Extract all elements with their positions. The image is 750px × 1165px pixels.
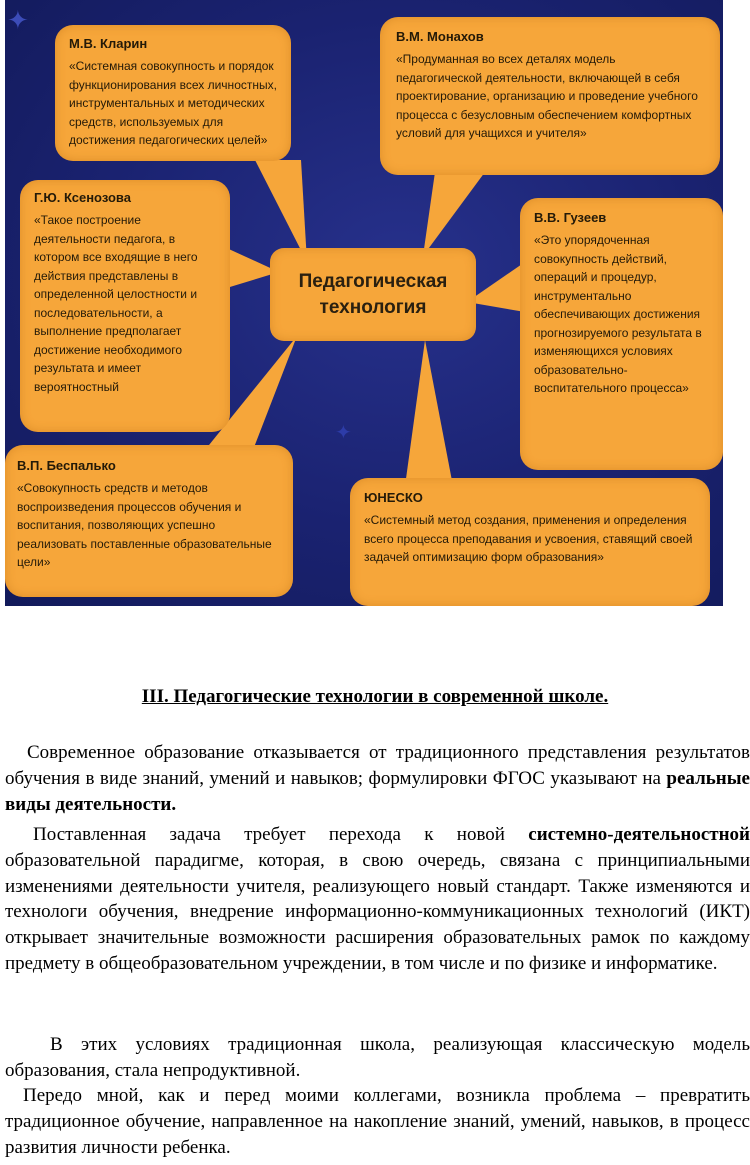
bubble-quote: «Системный метод создания, применения и определения всего процесса преподавания и усвоения, ставящий своей задачей оптимизацию форм образования» <box>364 513 693 564</box>
paragraph-3-text: В этих условиях традиционная школа, реализующая классическую модель образования, стала непродуктивной. <box>5 1034 750 1081</box>
bubble-author: В.В. Гузеев <box>534 210 607 225</box>
tail-klarin <box>255 160 307 262</box>
pedagogical-technology-diagram <box>5 0 723 606</box>
tail-unesco <box>405 340 453 486</box>
bubble-bespalko <box>5 445 293 597</box>
section-heading: III. Педагогические технологии в современной школе. <box>141 686 609 707</box>
bubble-klarin <box>55 25 291 161</box>
paragraph-3 <box>5 1032 750 1084</box>
paragraph-2 <box>5 822 750 977</box>
paragraph-1-text: Современное образование отказывается от традиционного представления результатов обучения в виде знаний, умений и навыков; формулировки ФГОС указывают на <box>5 742 750 789</box>
bubble-quote: «Совокупность средств и методов воспроизведения процессов обучения и воспитания, позволяющих успешно реализовать поставленные образовательные цели» <box>17 481 272 569</box>
paragraph-2-post: образовательной парадигме, которая, в свою очередь, связана с принципиальными изменениями деятельности учителя, реализующего новый стандарт. Также изменяются и технологи обучения, внедрение информационно-коммуникационных технологий (ИКТ) открывает значительные возможности расширения образовательных рамок по каждому предмету в общеобразовательном учреждении, в том числе и по физике и информатике. <box>5 849 750 974</box>
bubble-quote: «Такое построение деятельности педагога, в котором все входящие в него действия представлены в определенной целостности и последовательности, а выполнение предполагает достижение необходимого результата и имеет вероятностный <box>34 213 198 394</box>
bubble-guzeev <box>520 198 723 470</box>
center-concept-box <box>270 248 476 341</box>
bubble-quote: «Продуманная во всех деталях модель педагогической деятельности, включающей в себя проектирование, организацию и проведение учебного процесса с безусловным обеспечением комфортных условий для учащихся и учителя» <box>396 52 698 140</box>
bubble-quote: «Это упорядоченная совокупность действий, операций и процедур, инструментально обеспечивающих достижения прогнозируемого результата в изменяющихся условиях образовательно-воспитательного процесса» <box>534 233 702 395</box>
bubble-ksenozova <box>20 180 230 432</box>
paragraph-2-bold: системно-деятельностной <box>528 824 750 845</box>
bubble-quote: «Системная совокупность и порядок функционирования всех личностных, инструментальных и методических средств, используемых для достижения педагогических целей» <box>69 59 277 147</box>
bubble-author: Г.Ю. Ксенозова <box>34 190 131 205</box>
paragraph-4 <box>5 1083 750 1160</box>
decorative-star-icon: ✦ <box>335 420 352 444</box>
center-title-line1: Педагогическая <box>298 270 448 292</box>
paragraph-2-pre: Поставленная задача требует перехода к новой <box>33 824 529 845</box>
bubble-monakhov <box>380 17 720 175</box>
bubble-author: ЮНЕСКО <box>364 490 423 505</box>
bubble-author: В.М. Монахов <box>396 29 484 44</box>
bubble-author: В.П. Беспалько <box>17 458 116 473</box>
tail-monakhov <box>423 172 485 256</box>
paragraph-1 <box>5 740 750 817</box>
decorative-star-icon: ✦ <box>7 6 29 36</box>
center-title-line2: технология <box>319 296 427 318</box>
paragraph-4-text: Передо мной, как и перед моими коллегами, возникла проблема – превратить традиционное обучение, направленное на накопление знаний, умений, навыков, в процесс развития личности ребенка. <box>5 1085 750 1158</box>
bubble-unesco <box>350 478 710 606</box>
bubble-author: М.В. Кларин <box>69 36 148 51</box>
paragraph-1-bold: реальные виды деятельности. <box>5 767 750 815</box>
